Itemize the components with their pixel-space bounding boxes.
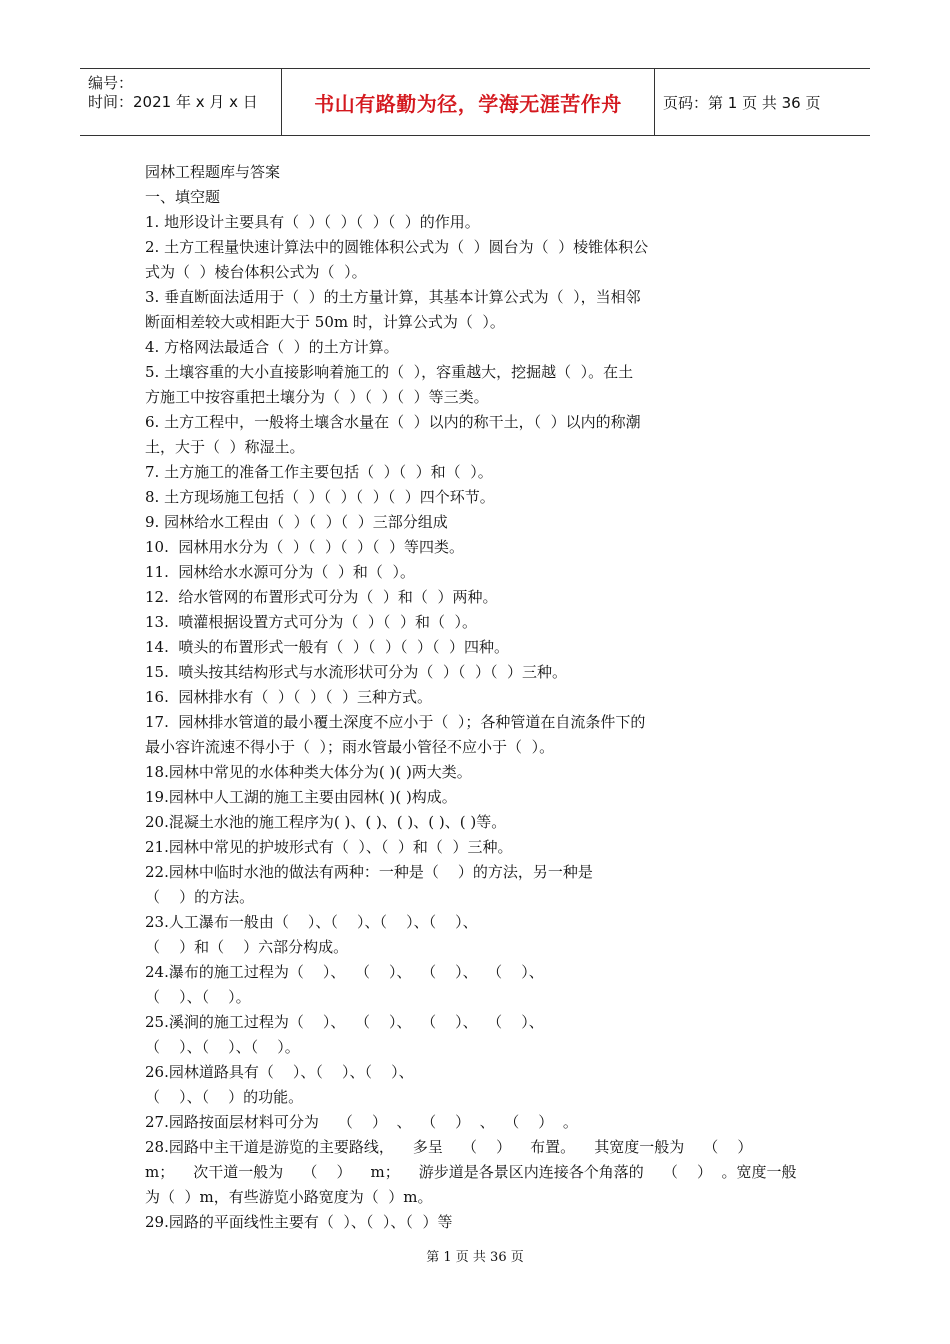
question-line: 23.人工瀑布一般由（ ）、（ ）、（ ）、（ ）、 bbox=[145, 913, 478, 931]
question-line: 8. 土方现场施工包括（ ）（ ）（ ）（ ）四个环节。 bbox=[145, 488, 495, 506]
code-label: 编号： bbox=[88, 74, 134, 92]
question-line: （ ）的方法。 bbox=[145, 888, 255, 906]
question-line: （ ）、（ ）、（ ）。 bbox=[145, 1038, 300, 1056]
header-motto-cell bbox=[282, 69, 655, 135]
page-footer: 第 1 页 共 36 页 bbox=[426, 1250, 524, 1265]
question-line: 19.园林中人工湖的施工主要由园林( )( )构成。 bbox=[145, 788, 457, 806]
question-line: 最小容许流速不得小于（ ）；雨水管最小管径不应小于（ ）。 bbox=[145, 738, 555, 756]
question-line: 25.溪涧的施工过程为（ ）、 （ ）、 （ ）、 （ ）、 bbox=[145, 1013, 544, 1031]
question-line: 4. 方格网法最适合（ ）的土方计算。 bbox=[145, 338, 399, 356]
motto-text: 书山有路勤为径，学海无涯苦作舟 bbox=[314, 91, 622, 116]
question-line: 10. 园林用水分为（ ）（ ）（ ）（ ）等四类。 bbox=[145, 538, 465, 556]
question-line: 5. 土壤容重的大小直接影响着施工的（ ），容重越大，挖掘越（ ）。在土 bbox=[145, 363, 634, 381]
question-line: 27.园路按面层材料可分为 （ ） 、 （ ） 、 （ ） 。 bbox=[145, 1113, 578, 1131]
question-line: 3. 垂直断面法适用于（ ）的土方量计算，其基本计算公式为（ ），当相邻 bbox=[145, 288, 641, 306]
question-line: 13. 喷灌根据设置方式可分为（ ）（ ）和（ ）。 bbox=[145, 613, 478, 631]
header-meta-cell bbox=[80, 69, 282, 135]
document-body bbox=[145, 160, 825, 1235]
question-line: （ ）和（ ）六部分构成。 bbox=[145, 938, 349, 956]
question-line: 9. 园林给水工程由（ ）（ ）（ ）三部分组成 bbox=[145, 513, 448, 531]
question-line: 18.园林中常见的水体种类大体分为( )( )两大类。 bbox=[145, 763, 472, 781]
question-line: 26.园林道路具有（ ）、（ ）、（ ）、 bbox=[145, 1063, 414, 1081]
question-line: 21.园林中常见的护坡形式有（ ）、（ ）和（ ）三种。 bbox=[145, 838, 513, 856]
question-line: 2. 土方工程量快速计算法中的圆锥体积公式为（ ）圆台为（ ）棱锥体积公 bbox=[145, 238, 649, 256]
question-line: 6. 土方工程中，一般将土壤含水量在（ ）以内的称干土，（ ）以内的称潮 bbox=[145, 413, 641, 431]
section-heading: 一、填空题 bbox=[145, 188, 221, 206]
time-label: 时间：2021 年 x 月 x 日 bbox=[88, 93, 258, 111]
header-page-cell bbox=[655, 69, 870, 135]
question-line: 方施工中按容重把土壤分为（ ）（ ）（ ）等三类。 bbox=[145, 388, 489, 406]
question-line: 1. 地形设计主要具有（ ）（ ）（ ）（ ）的作用。 bbox=[145, 213, 480, 231]
question-line: 22.园林中临时水池的做法有两种：一种是（ ）的方法，另一种是 bbox=[145, 863, 593, 881]
document-title: 园林工程题库与答案 bbox=[145, 163, 281, 181]
question-line: 15. 喷头按其结构形式与水流形状可分为（ ）（ ）（ ）三种。 bbox=[145, 663, 568, 681]
question-line: 29.园路的平面线性主要有（ ）、（ ）、（ ）等 bbox=[145, 1213, 453, 1231]
page-info: 页码：第 1 页 共 36 页 bbox=[663, 93, 821, 112]
question-line: m； 次干道一般为 （ ） m； 游步道是各景区内连接各个角落的 （ ） 。宽度一般 bbox=[145, 1163, 797, 1181]
question-line: （ ）、（ ）的功能。 bbox=[145, 1088, 304, 1106]
question-line: 17. 园林排水管道的最小覆土深度不应小于（ ）；各种管道在自流条件下的 bbox=[145, 713, 646, 731]
question-line: 16. 园林排水有（ ）（ ）（ ）三种方式。 bbox=[145, 688, 433, 706]
question-line: 土，大于（ ）称湿土。 bbox=[145, 438, 305, 456]
question-line: 20.混凝土水池的施工程序为( )、( )、( )、( )、( )等。 bbox=[145, 813, 507, 831]
question-line: （ ）、（ ）。 bbox=[145, 988, 251, 1006]
question-line: 7. 土方施工的准备工作主要包括（ ）（ ）和（ ）。 bbox=[145, 463, 493, 481]
question-line: 为（ ）m，有些游览小路宽度为（ ）m。 bbox=[145, 1188, 433, 1206]
question-line: 12. 给水管网的布置形式可分为（ ）和（ ）两种。 bbox=[145, 588, 498, 606]
question-line: 14. 喷头的布置形式一般有（ ）（ ）（ ）（ ）四种。 bbox=[145, 638, 510, 656]
question-line: 11. 园林给水水源可分为（ ）和（ ）。 bbox=[145, 563, 415, 581]
question-line: 断面相差较大或相距大于 50m 时，计算公式为（ ）。 bbox=[145, 313, 505, 331]
question-line: 式为（ ）棱台体积公式为（ ）。 bbox=[145, 263, 367, 281]
document-header bbox=[80, 68, 870, 136]
question-line: 24.瀑布的施工过程为（ ）、 （ ）、 （ ）、 （ ）、 bbox=[145, 963, 544, 981]
question-line: 28.园路中主干道是游览的主要路线， 多呈 （ ） 布置。 其宽度一般为 （ ） bbox=[145, 1138, 753, 1156]
